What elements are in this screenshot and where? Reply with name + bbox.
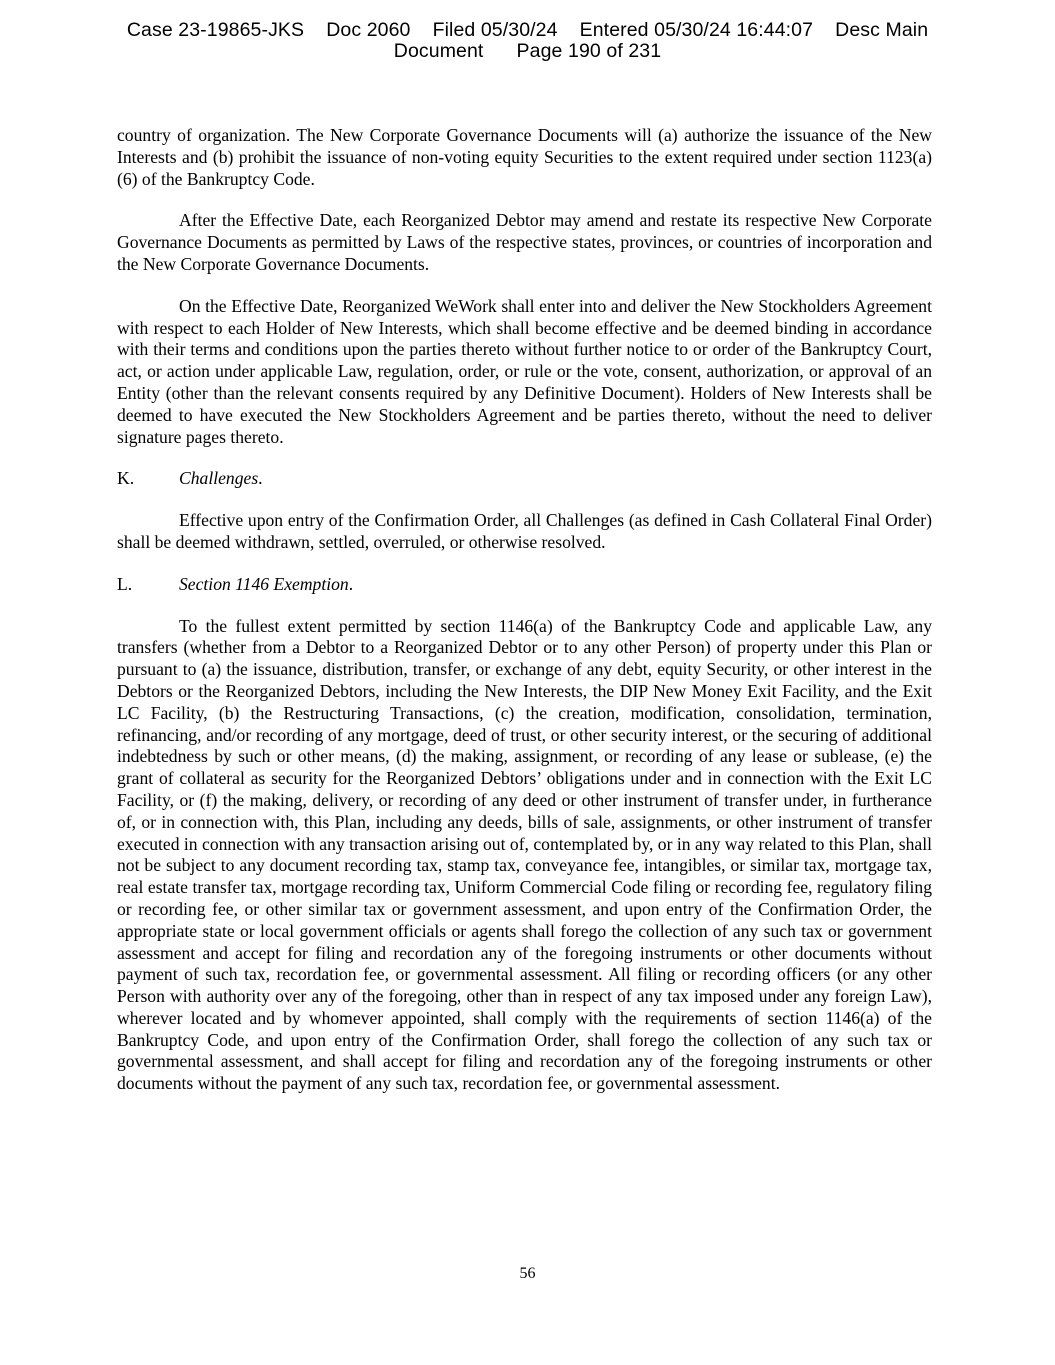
section-l-period: . xyxy=(348,573,354,594)
paragraph-continuation: country of organization. The New Corporate Governance Documents will (a) authorize the issuance of the New Interests and (b) prohibit the issuance of non-voting equity Securities to the extent required under section 1123(a)(6) of the Bankruptcy Code. xyxy=(117,125,932,189)
section-l-title: Section 1146 Exemption xyxy=(179,573,349,594)
header-page-line: Document Page 190 of 231 xyxy=(393,40,662,62)
section-k-number: K. xyxy=(117,468,135,489)
paragraph-1146-exemption: To the fullest extent permitted by section 1146(a) of the Bankruptcy Code and applicable Law, any transfers (whether from a Debtor to a Reorganized Debtor or to any other Person) of property under this Plan or pursuant to (a) the issuance, distribution, transfer, or exchange of any debt, equity Security, or other interest in the Debtors or the Reorganized Debtors, including the New Interests, the DIP New Money Exit Facility, and the Exit LC Facility, (b) the Restructuring Transactions, (c) the creation, modification, consolidation, termination, refinancing, and/or recording of any mortgage, deed of trust, or other security interest, or the securing of additional indebtedness by such or other means, (d) the making, assignment, or recording of any lease or sublease, (e) the grant of collateral as security for the Reorganized Debtors’ obligations under and in connection with the Exit LC Facility, or (f) the making, delivery, or recording of any deed or other instrument of transfer under, in furtherance of, or in connection with, this Plan, including any deeds, bills of sale, assignments, or other instrument of transfer executed in connection with any transaction arising out of, contemplated by, or in any way related to this Plan, shall not be subject to any document recording tax, stamp tax, conveyance fee, intangibles, or similar tax, mortgage tax, real estate transfer tax, mortgage recording tax, Uniform Commercial Code filing or recording fee, regulatory filing or recording fee, or other similar tax or government assessment, and upon entry of the Confirmation Order, the appropriate state or local government officials or agents shall forego the collection of any such tax or government assessment and accept for filing and recordation any of the foregoing instruments or other documents without payment of such tax, recordation fee, or governmental assessment. All filing or recording officers (or any other Person with authority over any of the foregoing, other than in respect of any tax imposed under any foreign Law), wherever located and by whomever appointed, shall comply with the requirements of section 1146(a) of the Bankruptcy Code, and upon entry of the Confirmation Order, shall forego the collection of any such tax or governmental assessment, and shall accept for filing and recordation any of the foregoing instruments or other documents without the payment of any such tax, recordation fee, or governmental assessment. xyxy=(117,615,932,1094)
section-heading-l xyxy=(117,574,932,596)
section-k-title: Challenges xyxy=(179,468,259,489)
section-heading-k xyxy=(117,468,932,490)
section-k-period: . xyxy=(258,468,263,489)
section-l-number: L. xyxy=(117,573,133,594)
document-body xyxy=(117,125,932,1115)
page-number: 56 xyxy=(519,1265,536,1282)
paragraph-challenges: Effective upon entry of the Confirmation Order, all Challenges (as defined in Cash Collateral Final Order) shall be deemed withdrawn, settled, overruled, or otherwise resolved. xyxy=(117,510,932,552)
paragraph-stockholders-agreement: On the Effective Date, Reorganized WeWork shall enter into and deliver the New Stockholders Agreement with respect to each Holder of New Interests, which shall become effective and be deemed binding in accordance with their terms and conditions upon the parties thereto without further notice to or order of the Bankruptcy Court, act, or action under applicable Law, regulation, order, or rule or the vote, consent, authorization, or approval of an Entity (other than the relevant consents required by any Definitive Document). Holders of New Interests shall be deemed to have executed the New Stockholders Agreement and be parties thereto, without the need to deliver signature pages thereto. xyxy=(117,295,932,447)
court-filing-header xyxy=(0,20,1055,62)
header-case-line: Case 23-19865-JKS Doc 2060 Filed 05/30/24 Entered 05/30/24 16:44:07 Desc Main xyxy=(126,19,929,41)
paragraph-amend-restate: After the Effective Date, each Reorganized Debtor may amend and restate its respective New Corporate Governance Documents as permitted by Laws of the respective states, provinces, or countries of incorporation and the New Corporate Governance Documents. xyxy=(117,210,932,274)
